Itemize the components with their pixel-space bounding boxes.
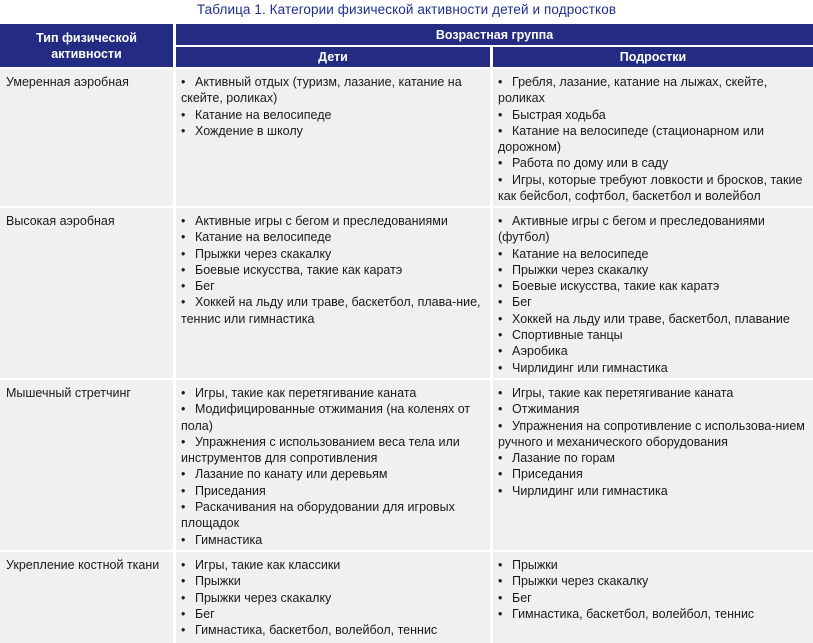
list-item-text: Прыжки bbox=[512, 558, 558, 572]
list-item bbox=[498, 418, 805, 451]
list-item-text: Игры, такие как перетягивание каната bbox=[195, 386, 417, 400]
list-item-text: Гребля, лазание, катание на лыжах, скейте, роликах bbox=[498, 75, 768, 106]
list-item-text: Катание на велосипеде bbox=[195, 230, 332, 245]
list-item bbox=[498, 278, 805, 294]
list-item bbox=[181, 123, 482, 139]
list-item bbox=[181, 466, 482, 482]
list-item bbox=[498, 172, 805, 205]
list-item-text: Бег bbox=[512, 295, 532, 310]
bullet-icon: • bbox=[498, 402, 503, 417]
list-item-text: Активные игры с бегом и преследованиями (футбол) bbox=[498, 214, 765, 245]
list-item bbox=[498, 590, 805, 606]
list-item-text: Прыжки через скакалку bbox=[512, 262, 649, 277]
row-type-cell: Мышечный стретчинг bbox=[0, 380, 173, 550]
list-item bbox=[498, 466, 805, 482]
list-item bbox=[498, 573, 805, 589]
list-item-text: Катание на велосипеде bbox=[512, 246, 649, 261]
header-kids: Дети bbox=[176, 47, 490, 67]
list-item bbox=[498, 213, 805, 246]
header-teens: Подростки bbox=[493, 47, 813, 67]
list-item-text: Раскачивания на оборудовании для игровых площадок bbox=[181, 500, 455, 531]
list-item bbox=[498, 155, 805, 171]
list-item bbox=[181, 499, 482, 532]
list-item-text: Отжимания bbox=[512, 402, 580, 417]
bullet-icon: • bbox=[181, 107, 186, 122]
list-item bbox=[181, 262, 482, 278]
bullet-icon: • bbox=[181, 606, 186, 621]
header-type-of-activity: Тип физической активности bbox=[0, 24, 173, 67]
bullet-icon: • bbox=[498, 172, 503, 187]
list-item-text: Прыжки через скакалку bbox=[195, 590, 332, 605]
list-item-text: Лазание по канату или деревьям bbox=[195, 467, 388, 482]
bullet-icon: • bbox=[181, 262, 186, 277]
list-item-text: Быстрая ходьба bbox=[512, 107, 606, 122]
list-item bbox=[181, 434, 482, 467]
list-item bbox=[498, 123, 805, 156]
table-caption: Таблица 1. Категории физической активности детей и подростков bbox=[196, 2, 617, 17]
bullet-icon: • bbox=[498, 451, 503, 466]
list-item bbox=[181, 385, 482, 401]
list-item-text: Упражнения с использованием веса тела или инструментов для сопротивления bbox=[181, 434, 460, 466]
bullet-icon: • bbox=[498, 558, 503, 572]
list-item bbox=[181, 246, 482, 262]
list-item bbox=[498, 262, 805, 278]
list-item-text: Лазание по горам bbox=[512, 451, 615, 466]
bullet-icon: • bbox=[498, 574, 503, 589]
bullet-icon: • bbox=[498, 75, 503, 89]
bullet-icon: • bbox=[181, 214, 186, 228]
list-item-text: Игры, такие как перетягивание каната bbox=[512, 386, 734, 400]
list-item-text: Чирлидинг или гимнастика bbox=[512, 360, 668, 375]
teens-list bbox=[493, 552, 813, 643]
list-item-text: Спортивные танцы bbox=[512, 328, 623, 343]
bullet-icon: • bbox=[181, 623, 186, 638]
header-age-group: Возрастная группа bbox=[176, 24, 813, 45]
list-item-text: Прыжки через скакалку bbox=[512, 574, 649, 589]
list-item-text: Хоккей на льду или траве, баскетбол, плава-ние, теннис или гимнастика bbox=[181, 295, 481, 326]
list-item-text: Катание на велосипеде bbox=[195, 107, 332, 122]
list-item bbox=[181, 278, 482, 294]
bullet-icon: • bbox=[498, 295, 503, 310]
list-item-text: Приседания bbox=[512, 467, 583, 482]
teens-list bbox=[493, 208, 813, 378]
list-item bbox=[181, 557, 482, 573]
bullet-icon: • bbox=[498, 279, 503, 294]
list-item-text: Катание на велосипеде (стационарном или дорожном) bbox=[498, 123, 764, 155]
bullet-icon: • bbox=[181, 532, 186, 547]
bullet-icon: • bbox=[498, 328, 503, 343]
kids-list bbox=[176, 552, 490, 643]
kids-list bbox=[176, 69, 490, 206]
kids-list bbox=[176, 208, 490, 378]
list-item-text: Гимнастика bbox=[195, 532, 263, 547]
list-item bbox=[498, 343, 805, 359]
list-item-text: Гимнастика, баскетбол, волейбол, теннис bbox=[195, 623, 438, 638]
list-item bbox=[498, 385, 805, 401]
list-item-text: Прыжки bbox=[195, 574, 241, 589]
list-item-text: Боевые искусства, такие как каратэ bbox=[512, 279, 720, 294]
bullet-icon: • bbox=[181, 590, 186, 605]
bullet-icon: • bbox=[181, 279, 186, 294]
list-item bbox=[181, 401, 482, 434]
list-item bbox=[498, 74, 805, 107]
bullet-icon: • bbox=[181, 467, 186, 482]
list-item bbox=[498, 107, 805, 123]
list-item bbox=[181, 573, 482, 589]
teens-list bbox=[493, 380, 813, 550]
list-item-text: Хоккей на льду или траве, баскетбол, плавание bbox=[512, 311, 790, 326]
list-item bbox=[181, 213, 482, 229]
bullet-icon: • bbox=[181, 434, 186, 449]
list-item bbox=[181, 532, 482, 548]
list-item-text: Упражнения на сопротивление с использова-нием ручного и механического оборудования bbox=[498, 418, 805, 449]
list-item-text: Бег bbox=[195, 279, 215, 294]
bullet-icon: • bbox=[498, 246, 503, 261]
list-item-text: Работа по дому или в саду bbox=[512, 156, 669, 171]
list-item bbox=[498, 360, 805, 376]
list-item-text: Хождение в школу bbox=[195, 123, 303, 138]
bullet-icon: • bbox=[181, 483, 186, 498]
bullet-icon: • bbox=[498, 590, 503, 605]
row-type-cell: Умеренная аэробная bbox=[0, 69, 173, 206]
list-item bbox=[498, 606, 805, 622]
list-item-text: Бег bbox=[195, 606, 215, 621]
list-item-text: Чирлидинг или гимнастика bbox=[512, 483, 668, 498]
bullet-icon: • bbox=[181, 230, 186, 245]
bullet-icon: • bbox=[181, 295, 186, 310]
bullet-icon: • bbox=[181, 123, 186, 138]
bullet-icon: • bbox=[181, 246, 186, 261]
list-item bbox=[498, 450, 805, 466]
bullet-icon: • bbox=[181, 75, 186, 89]
list-item bbox=[498, 294, 805, 310]
bullet-icon: • bbox=[498, 483, 503, 498]
bullet-icon: • bbox=[181, 500, 186, 515]
list-item-text: Боевые искусства, такие как каратэ bbox=[195, 262, 403, 277]
teens-list bbox=[493, 69, 813, 206]
bullet-icon: • bbox=[498, 123, 503, 138]
bullet-icon: • bbox=[181, 386, 186, 400]
list-item-text: Прыжки через скакалку bbox=[195, 246, 332, 261]
bullet-icon: • bbox=[498, 156, 503, 171]
list-item-text: Игры, такие как классики bbox=[195, 558, 341, 572]
list-item bbox=[181, 74, 482, 107]
list-item-text: Активный отдых (туризм, лазание, катание на скейте, роликах) bbox=[181, 75, 462, 106]
list-item-text: Игры, которые требуют ловкости и бросков, такие как бейсбол, софтбол, баскетбол и волейбол bbox=[498, 172, 803, 204]
bullet-icon: • bbox=[498, 262, 503, 277]
list-item bbox=[181, 606, 482, 622]
list-item bbox=[498, 483, 805, 499]
list-item bbox=[498, 311, 805, 327]
bullet-icon: • bbox=[498, 214, 503, 228]
bullet-icon: • bbox=[498, 311, 503, 326]
bullet-icon: • bbox=[498, 418, 503, 433]
bullet-icon: • bbox=[181, 574, 186, 589]
bullet-icon: • bbox=[498, 107, 503, 122]
list-item-text: Модифицированные отжимания (на коленях от пола) bbox=[181, 402, 471, 433]
bullet-icon: • bbox=[498, 386, 503, 400]
list-item-text: Аэробика bbox=[512, 344, 568, 359]
list-item bbox=[181, 107, 482, 123]
list-item bbox=[498, 327, 805, 343]
list-item bbox=[181, 294, 482, 327]
bullet-icon: • bbox=[498, 344, 503, 359]
list-item-text: Гимнастика, баскетбол, волейбол, теннис bbox=[512, 606, 755, 621]
list-item-text: Бег bbox=[512, 590, 532, 605]
list-item bbox=[181, 590, 482, 606]
kids-list bbox=[176, 380, 490, 550]
list-item-text: Приседания bbox=[195, 483, 266, 498]
bullet-icon: • bbox=[181, 402, 186, 417]
list-item-text: Активные игры с бегом и преследованиями bbox=[195, 214, 448, 228]
row-type-cell: Укрепление костной ткани bbox=[0, 552, 173, 643]
list-item bbox=[181, 483, 482, 499]
bullet-icon: • bbox=[181, 558, 186, 572]
row-type-cell: Высокая аэробная bbox=[0, 208, 173, 378]
list-item bbox=[181, 622, 482, 638]
list-item bbox=[498, 246, 805, 262]
list-item bbox=[498, 401, 805, 417]
list-item bbox=[181, 229, 482, 245]
list-item bbox=[498, 557, 805, 573]
bullet-icon: • bbox=[498, 467, 503, 482]
bullet-icon: • bbox=[498, 360, 503, 375]
bullet-icon: • bbox=[498, 606, 503, 621]
